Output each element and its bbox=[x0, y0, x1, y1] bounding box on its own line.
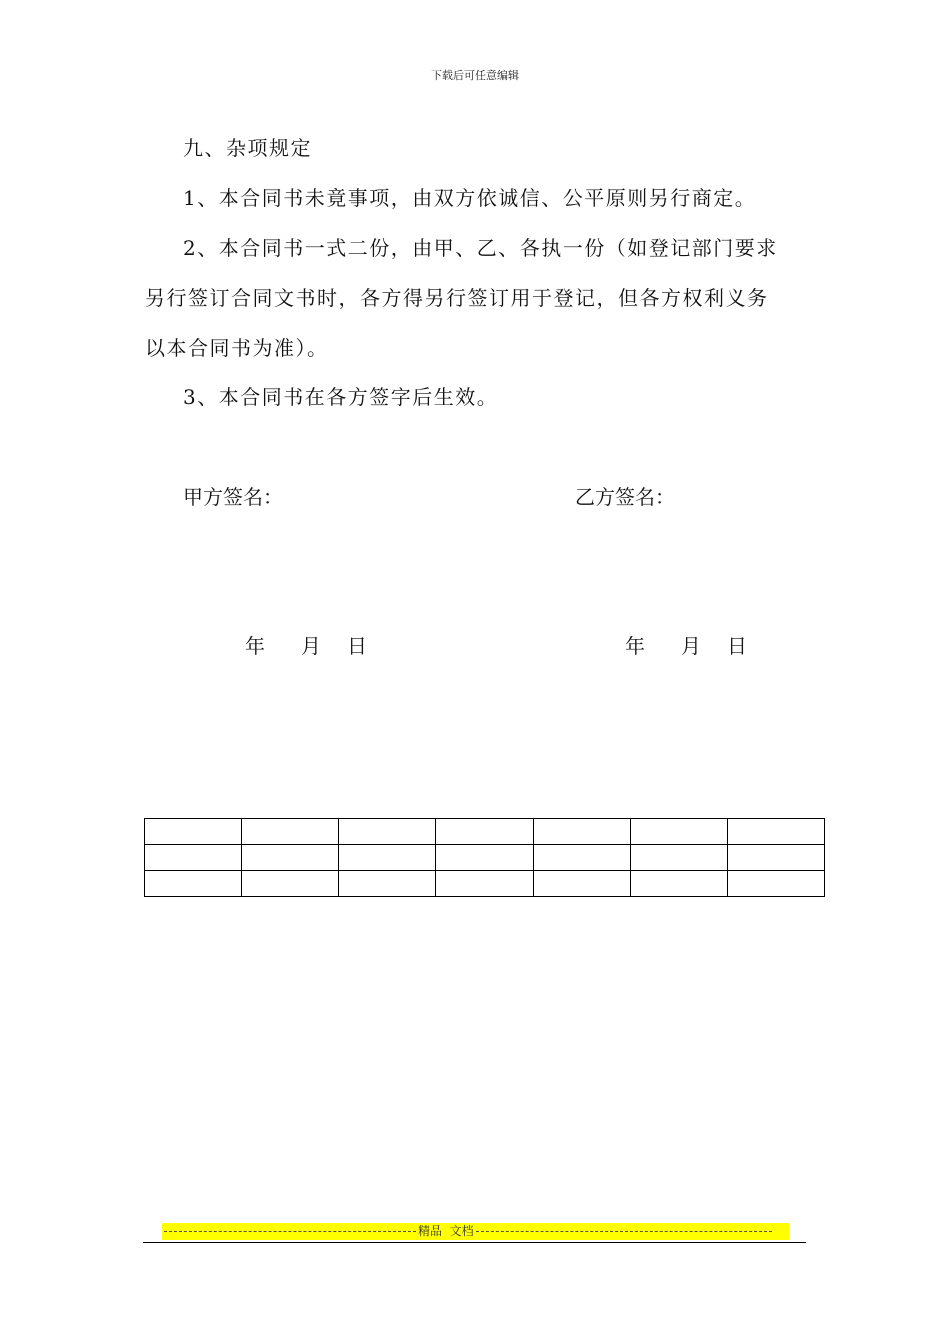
party-a-date bbox=[245, 632, 367, 660]
clause-2-line-2: 另行签订合同文书时，各方得另行签订用于登记，但各方权利义务 bbox=[145, 286, 769, 310]
page-header: 下载后可任意编辑 bbox=[431, 69, 519, 82]
footer-dash-left bbox=[164, 1231, 416, 1233]
table-cell bbox=[242, 871, 339, 897]
clause-3: 3、本合同书在各方签字后生效。 bbox=[183, 385, 499, 409]
footer-banner bbox=[162, 1223, 789, 1240]
footer-label: 精品 文档 bbox=[418, 1224, 474, 1238]
table-cell bbox=[242, 819, 339, 845]
month-label: 月 bbox=[301, 634, 321, 658]
table-cell bbox=[145, 871, 242, 897]
table-row bbox=[145, 845, 825, 871]
party-a-signature-label: 甲方签名： bbox=[183, 485, 283, 509]
footer-dash-right bbox=[476, 1231, 772, 1233]
table-cell bbox=[145, 819, 242, 845]
table-cell bbox=[533, 871, 630, 897]
party-b-date bbox=[625, 632, 747, 660]
table-cell bbox=[145, 845, 242, 871]
table-cell bbox=[436, 845, 533, 871]
year-label: 年 bbox=[245, 634, 265, 658]
clause-1: 1、本合同书未竟事项，由双方依诚信、公平原则另行商定。 bbox=[183, 186, 757, 210]
table-cell bbox=[533, 819, 630, 845]
table-cell bbox=[630, 871, 727, 897]
table-cell bbox=[727, 871, 824, 897]
blank-table bbox=[144, 818, 825, 897]
table-cell bbox=[339, 871, 436, 897]
day-label: 日 bbox=[727, 634, 747, 658]
table-cell bbox=[436, 819, 533, 845]
month-label: 月 bbox=[681, 634, 701, 658]
party-b-signature-label: 乙方签名： bbox=[575, 485, 675, 509]
footer-rule bbox=[143, 1242, 806, 1243]
table-cell bbox=[630, 819, 727, 845]
clause-2-line-1: 2、本合同书一式二份，由甲、乙、各执一份（如登记部门要求 bbox=[183, 236, 778, 260]
day-label: 日 bbox=[347, 634, 367, 658]
table-cell bbox=[533, 845, 630, 871]
clause-2-line-3: 以本合同书为准）。 bbox=[145, 336, 329, 360]
table-row bbox=[145, 819, 825, 845]
table-cell bbox=[630, 845, 727, 871]
table-cell bbox=[436, 871, 533, 897]
table-cell bbox=[339, 819, 436, 845]
table-cell bbox=[727, 819, 824, 845]
table-cell bbox=[339, 845, 436, 871]
year-label: 年 bbox=[625, 634, 645, 658]
table-row bbox=[145, 871, 825, 897]
table-cell bbox=[242, 845, 339, 871]
table-cell bbox=[727, 845, 824, 871]
section-heading: 九、杂项规定 bbox=[183, 136, 312, 160]
